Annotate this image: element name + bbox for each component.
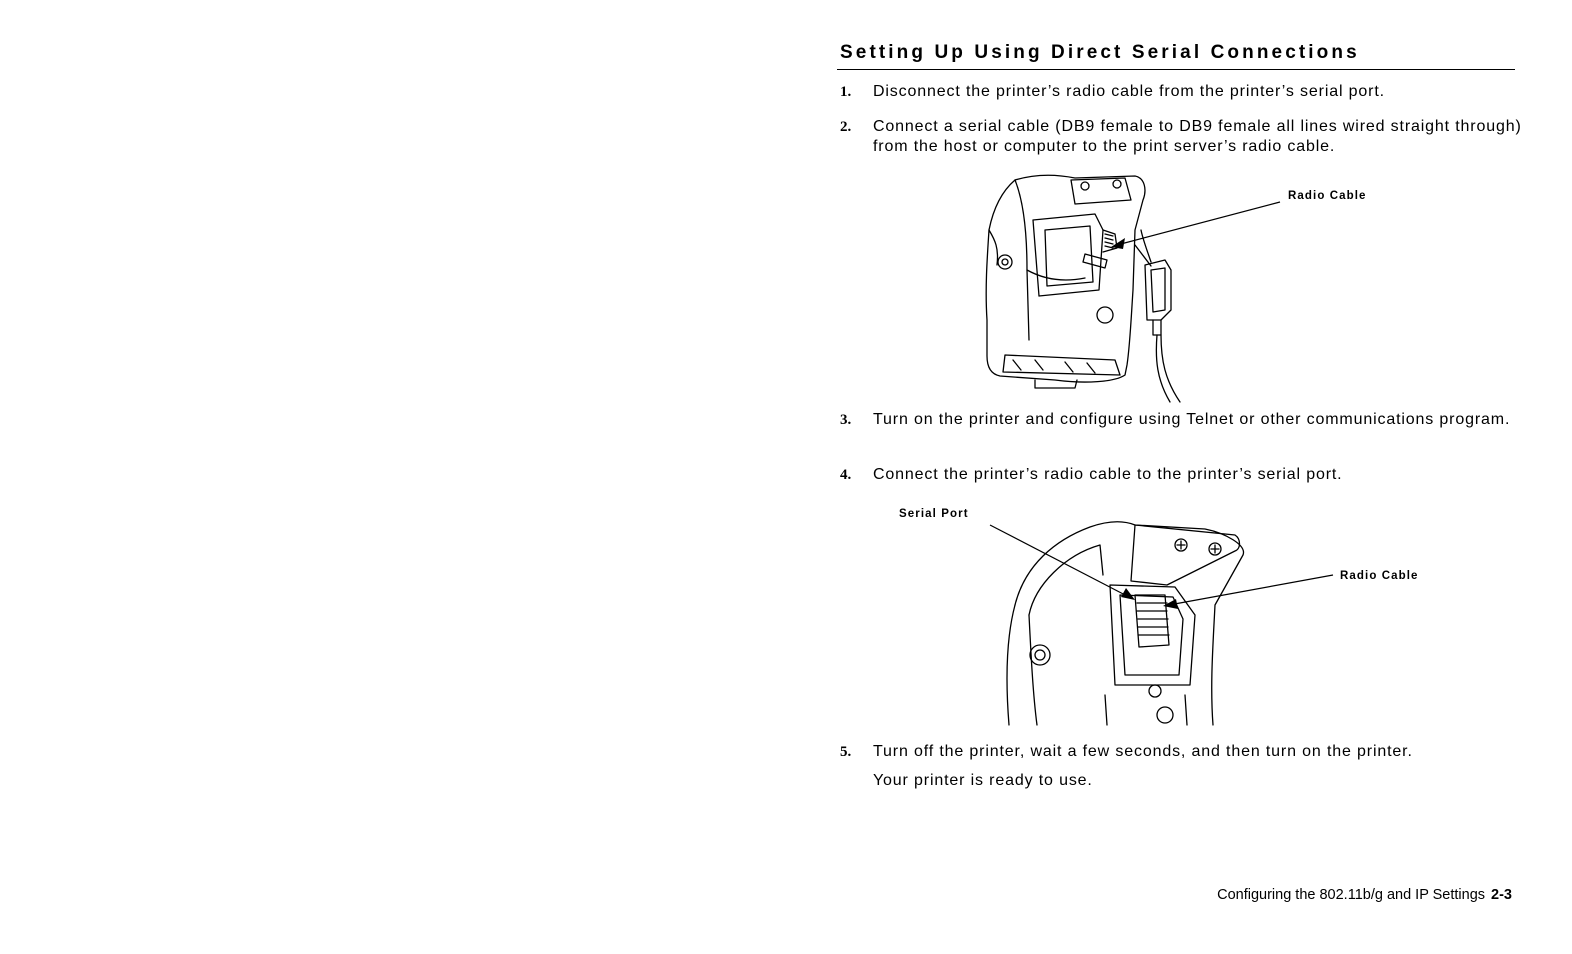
- section-heading: Setting Up Using Direct Serial Connections: [840, 42, 1360, 63]
- step-text: Turn off the printer, wait a few seconds, and then turn on the printer.: [873, 743, 1413, 760]
- radio-cable-leader-2: [1169, 575, 1333, 605]
- step-number: 3.: [840, 412, 852, 428]
- callout-radio-cable-2: Radio Cable: [1340, 570, 1419, 582]
- step-text: Connect the printer’s radio cable to the printer’s serial port.: [873, 466, 1343, 483]
- callout-serial-port: Serial Port: [899, 508, 969, 520]
- callout-radio-cable-1: Radio Cable: [1288, 190, 1367, 202]
- printer-shell: [1015, 522, 1243, 725]
- printer-body: [986, 175, 1145, 382]
- page-number: 2-3: [1491, 887, 1512, 903]
- step-number: 4.: [840, 467, 852, 483]
- serial-port-arrowhead: [1121, 588, 1135, 600]
- step-text: Connect a serial cable (DB9 female to DB9 female all lines wired straight through) from the host or computer to the print server’s radio cable.: [873, 118, 1522, 155]
- figure-radio-cable-disconnected: [975, 170, 1395, 405]
- step-text: Disconnect the printer’s radio cable from the printer’s serial port.: [873, 83, 1385, 100]
- closing-note: Your printer is ready to use.: [873, 772, 1093, 789]
- step-text: Turn on the printer and configure using Telnet or other communications program.: [873, 411, 1511, 428]
- heading-rule: [837, 69, 1515, 70]
- page-footer: [1217, 887, 1512, 903]
- radio-cable-leader: [1117, 202, 1280, 245]
- step-number: 5.: [840, 744, 852, 760]
- serial-port-leader: [990, 525, 1129, 597]
- step-number: 2.: [840, 119, 852, 135]
- figure-radio-cable-connected: [985, 515, 1345, 727]
- footer-chapter: Configuring the 802.11b/g and IP Settings: [1217, 887, 1486, 903]
- step-number: 1.: [840, 84, 852, 100]
